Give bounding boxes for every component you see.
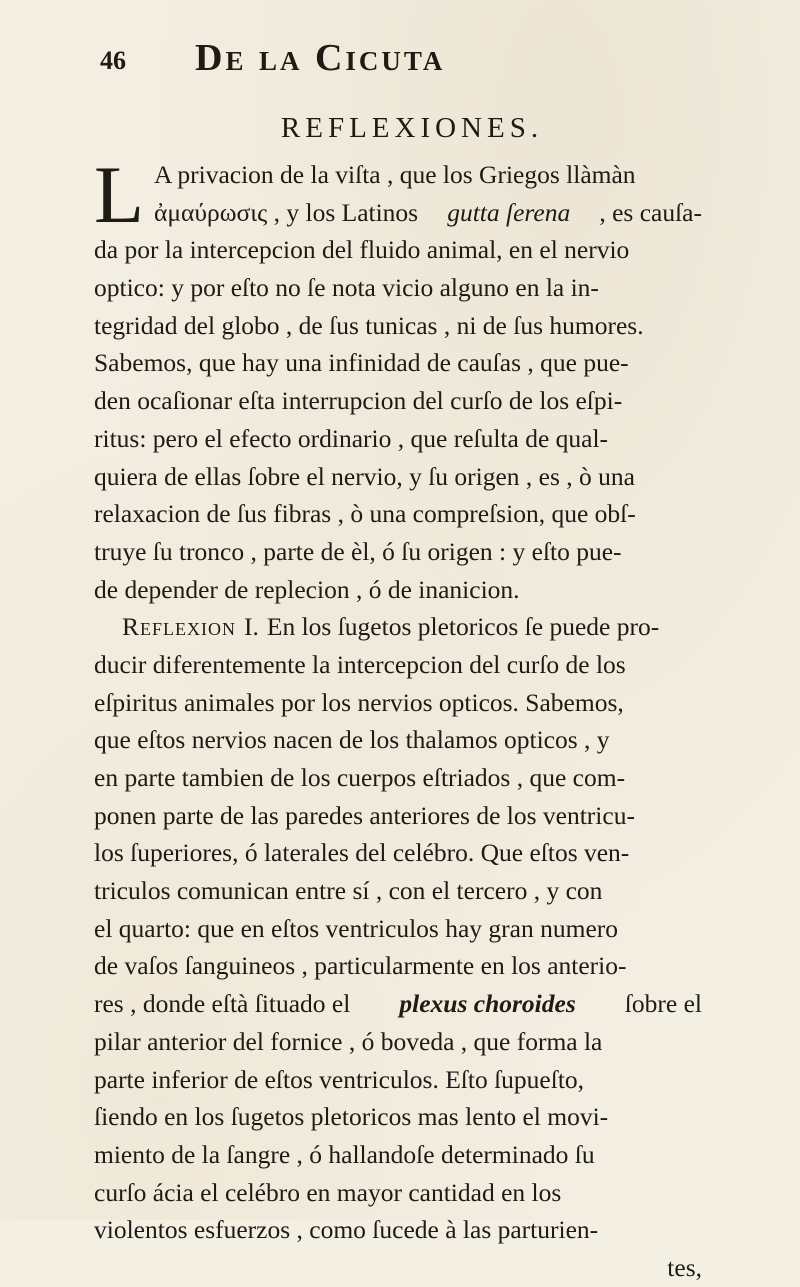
- line-text: miento de la ſangre , ó hallandoſe determinado ſu: [94, 1139, 595, 1169]
- reflexion-label: Reflexion: [122, 612, 236, 642]
- running-head: [100, 36, 700, 86]
- text-line: [94, 759, 702, 797]
- line-text: ponen parte de las paredes anteriores de los ventricu-: [94, 800, 635, 830]
- text-line: [94, 231, 702, 269]
- line-text: ritus: pero el efecto ordinario , que reſulta de qual-: [94, 423, 609, 453]
- text-line: [94, 646, 702, 684]
- text-line: [94, 571, 702, 609]
- text-line: [94, 420, 702, 458]
- text-line: [94, 1136, 702, 1174]
- line-text: que eſtos nervios nacen de los thalamos opticos , y: [94, 725, 610, 755]
- text-line: [94, 1249, 702, 1287]
- line-text: quiera de ellas ſobre el nervio, y ſu origen , es , ò una: [94, 461, 635, 491]
- line-text: tes,: [667, 1252, 702, 1282]
- line-text: optico: y por eſto no ſe nota vicio alguno en la in-: [94, 273, 599, 303]
- drop-cap: L: [94, 149, 145, 240]
- text-line: [94, 1174, 702, 1212]
- text-line: [94, 307, 702, 345]
- line-text: ἀμαύρωσις , y los Latinos: [154, 197, 419, 227]
- line-text: Sabemos, que hay una infinidad de cauſas , que pue-: [94, 348, 629, 378]
- line-text: da por la intercepcion del fluido animal, en el nervio: [94, 235, 630, 265]
- line-text: violentos esfuerzos , como ſucede à las parturien-: [94, 1215, 599, 1245]
- text-line: [94, 872, 702, 910]
- text-line: [94, 269, 702, 307]
- page-number: 46: [100, 46, 126, 75]
- line-text: de depender de replecion , ó de inanicion.: [94, 574, 520, 604]
- line-text: ducir diferentemente la intercepcion del curſo de los: [94, 649, 626, 679]
- line-text: los ſuperiores, ó laterales del celébro. Que eſtos ven-: [94, 838, 630, 868]
- line-text: A privacion de la viſta , que los Griegos llàmàn: [154, 160, 636, 189]
- line-text: parte inferior de eſtos ventriculos. Eſto ſupueſto,: [94, 1064, 585, 1094]
- text-line: [94, 495, 702, 533]
- line-text: tegridad del globo , de ſus tunicas , ni de ſus humores.: [94, 310, 644, 340]
- latin-term: gutta ſerena: [447, 197, 571, 227]
- text-line: [94, 194, 702, 232]
- text-line: [94, 156, 702, 194]
- line-text: den ocaſionar eſta interrupcion del curſo de los eſpi-: [94, 386, 623, 416]
- text-line: [94, 947, 702, 985]
- text-line: [94, 721, 702, 759]
- section-heading: REFLEXIONES.: [280, 112, 544, 144]
- line-text: de vaſos ſanguineos , particularmente en los anterio-: [94, 951, 627, 981]
- line-text: relaxacion de ſus fibras , ò una compreſsion, que obſ-: [94, 499, 636, 529]
- line-text: En los ſugetos pletoricos ſe puede pro-: [266, 612, 660, 642]
- body-text: [94, 149, 702, 1287]
- line-text: truye ſu tronco , parte de èl, ó ſu origen : y eſto pue-: [94, 536, 622, 566]
- running-title: De la Cicuta: [195, 37, 446, 79]
- latin-term: plexus choroides: [399, 989, 576, 1019]
- line-text: pilar anterior del fornice , ó boveda , que forma la: [94, 1026, 603, 1056]
- text-line: [94, 382, 702, 420]
- text-line: [94, 1211, 702, 1249]
- line-text: el quarto: que en eſtos ventriculos hay gran numero: [94, 913, 619, 943]
- text-line: [94, 608, 702, 646]
- line-text: res , donde eſtà ſituado el: [94, 989, 351, 1019]
- text-line: [94, 1098, 702, 1136]
- reflexion-number: I.: [244, 612, 259, 642]
- line-text: , es cauſa-: [599, 197, 702, 227]
- line-text: curſo ácia el celébro en mayor cantidad en los: [94, 1177, 562, 1207]
- text-line: [94, 910, 702, 948]
- text-line: [94, 985, 702, 1023]
- line-text: eſpiritus animales por los nervios opticos. Sabemos,: [94, 687, 624, 717]
- text-line: [94, 684, 702, 722]
- line-text: en parte tambien de los cuerpos eſtriados , que com-: [94, 763, 626, 792]
- text-line: [94, 1023, 702, 1061]
- line-text: ſiendo en los ſugetos pletoricos mas lento el movi-: [94, 1102, 609, 1132]
- text-line: [94, 834, 702, 872]
- line-text: triculos comunican entre sí , con el tercero , y con: [94, 876, 603, 906]
- text-line: [94, 533, 702, 571]
- text-line: [94, 458, 702, 496]
- text-line: [94, 344, 702, 382]
- line-text: ſobre el: [624, 989, 702, 1019]
- text-line: [94, 797, 702, 835]
- text-line: [94, 1061, 702, 1099]
